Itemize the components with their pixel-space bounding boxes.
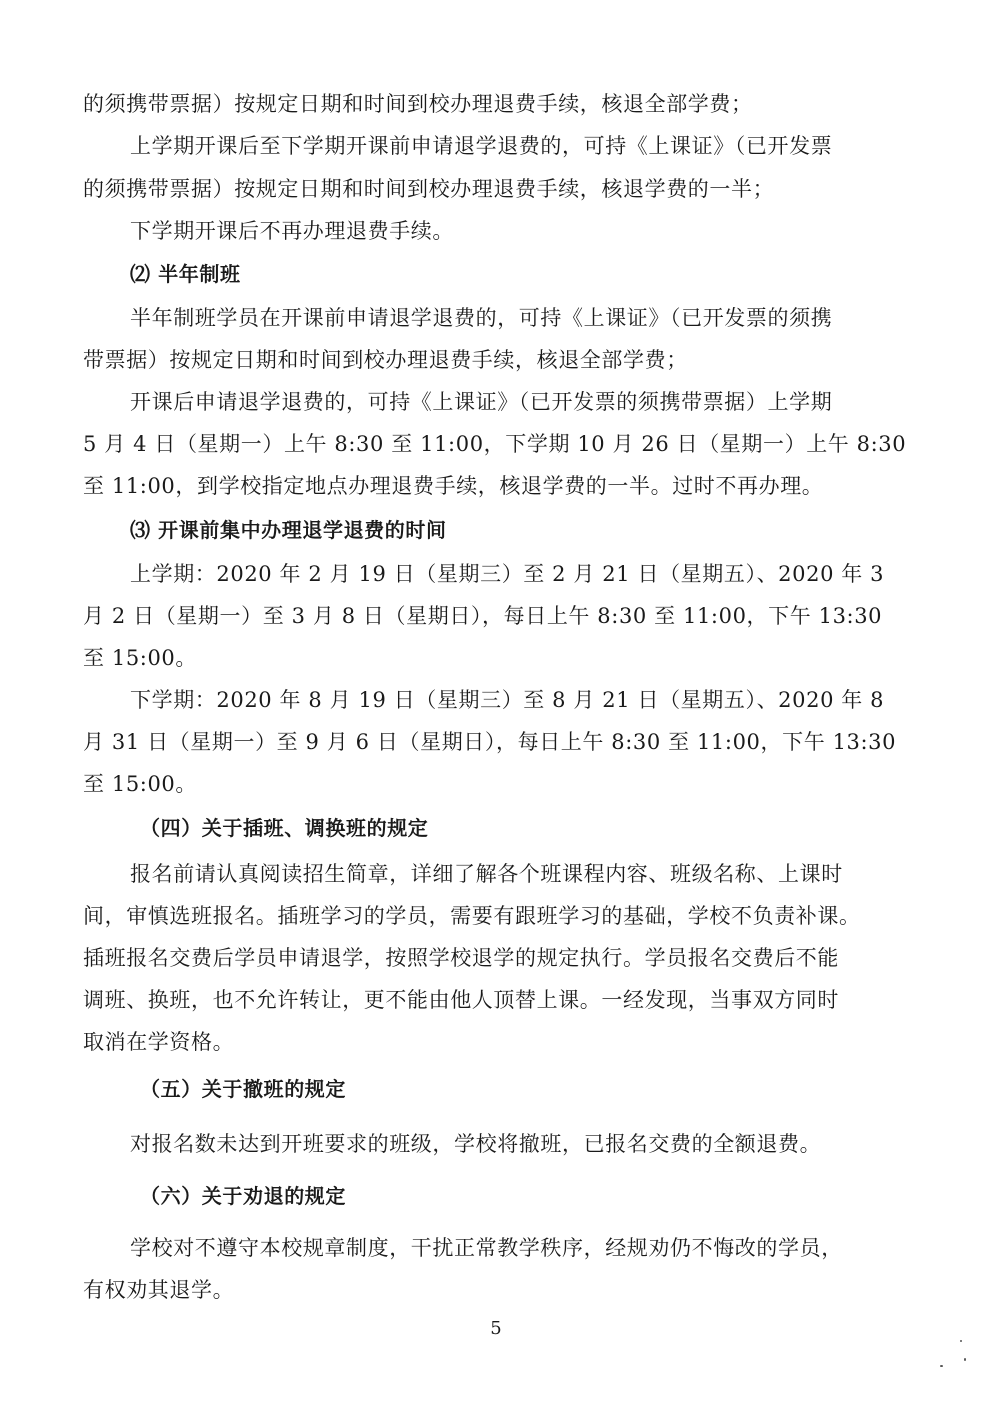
text-line: 学校对不遵守本校规章制度，干扰正常教学秩序，经规劝仍不悔改的学员， bbox=[130, 1236, 843, 1260]
text-line: 间，审慎选班报名。插班学习的学员，需要有跟班学习的基础，学校不负责补课。 bbox=[83, 904, 861, 928]
text-line: 下学期开课后不再办理退费手续。 bbox=[130, 219, 454, 243]
text-line: 调班、换班，也不允许转让，更不能由他人顶替上课。一经发现，当事双方同时 bbox=[83, 988, 839, 1012]
text-line: 插班报名交费后学员申请退学，按照学校退学的规定执行。学员报名交费后不能 bbox=[83, 946, 839, 970]
text-line: 带票据）按规定日期和时间到校办理退费手续，核退全部学费； bbox=[83, 348, 688, 372]
scan-speck bbox=[960, 1340, 962, 1342]
section-heading: （六）关于劝退的规定 bbox=[140, 1184, 346, 1208]
text-line: 开课后申请退学退费的，可持《上课证》（已开发票的须携带票据）上学期 bbox=[130, 390, 833, 414]
text-line: 至 15:00。 bbox=[83, 646, 197, 670]
page-number: 5 bbox=[490, 1318, 502, 1339]
text-line: 半年制班学员在开课前申请退学退费的，可持《上课证》（已开发票的须携 bbox=[130, 306, 833, 330]
text-line: 的须携带票据）按规定日期和时间到校办理退费手续，核退全部学费； bbox=[83, 92, 753, 116]
text-line: 报名前请认真阅读招生简章，详细了解各个班课程内容、班级名称、上课时 bbox=[130, 862, 843, 886]
text-line: 5 月 4 日（星期一）上午 8:30 至 11:00，下学期 10 月 26 日（星期一）上午 8:30 bbox=[83, 432, 907, 456]
text-line: 月 31 日（星期一）至 9 月 6 日（星期日），每日上午 8:30 至 11:00，下午 13:30 bbox=[83, 730, 897, 754]
text-line: 对报名数未达到开班要求的班级，学校将撤班，已报名交费的全额退费。 bbox=[130, 1132, 822, 1156]
section-heading: （四）关于插班、调换班的规定 bbox=[140, 816, 429, 840]
text-line: 月 2 日（星期一）至 3 月 8 日（星期日），每日上午 8:30 至 11:00，下午 13:30 bbox=[83, 604, 883, 628]
subsection-heading: ⑶ 开课前集中办理退学退费的时间 bbox=[130, 518, 447, 542]
subsection-heading: ⑵ 半年制班 bbox=[130, 262, 241, 286]
text-line: 取消在学资格。 bbox=[83, 1030, 235, 1054]
text-line: 上学期开课后至下学期开课前申请退学退费的，可持《上课证》（已开发票 bbox=[130, 134, 833, 158]
text-line: 下学期：2020 年 8 月 19 日（星期三）至 8 月 21 日（星期五）、2020 年 8 bbox=[130, 688, 885, 712]
text-line: 至 15:00。 bbox=[83, 772, 197, 796]
scan-speck bbox=[964, 1358, 966, 1361]
text-line: 有权劝其退学。 bbox=[83, 1278, 235, 1302]
section-heading: （五）关于撤班的规定 bbox=[140, 1077, 346, 1101]
text-line: 至 11:00，到学校指定地点办理退费手续，核退学费的一半。过时不再办理。 bbox=[83, 474, 824, 498]
text-line: 的须携带票据）按规定日期和时间到校办理退费手续，核退学费的一半； bbox=[83, 177, 775, 201]
text-line: 上学期：2020 年 2 月 19 日（星期三）至 2 月 21 日（星期五）、2020 年 3 bbox=[130, 562, 885, 586]
scan-speck bbox=[940, 1365, 943, 1367]
